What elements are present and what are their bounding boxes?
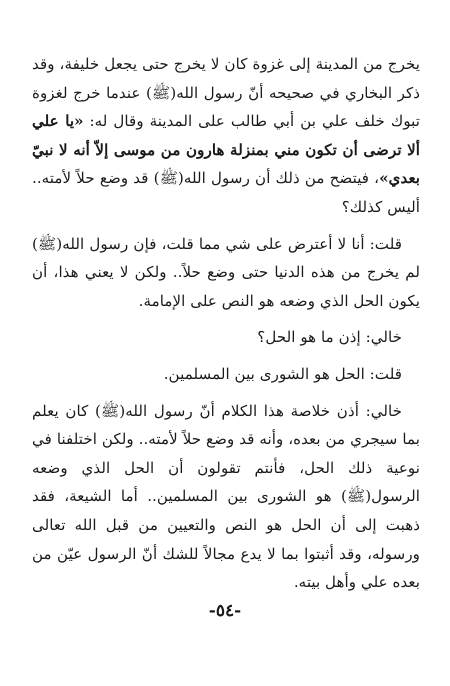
paragraph-2 [32, 230, 420, 316]
paragraph-4-text: قلت: الحل هو الشورى بين المسلمين. [163, 364, 402, 383]
paragraph-1-text-a: يخرج من المدينة إلى غزوة كان لا يخرج حتى يجعل خليفة، وقد ذكر البخاري في صحيحه أنّ رسول الله(ﷺ) عندما خرج لغزوة تبوك خلف علي بن أبي طالب على المدينة وقال له: [32, 55, 420, 131]
paragraph-3 [32, 323, 420, 352]
page-number: -٥٤- [208, 601, 242, 621]
paragraph-5-text: خالي: أذن خلاصة هذا الكلام أنّ رسول الله(ﷺ) كان يعلم بما سيجري من بعده، وأنه قد وضع حلاً لأمته.. ولكن اختلفنا في نوعية ذلك الحل، فأنتم تقولون أن الحل الذي وضعه الرسول(ﷺ) هو الشورى بين المسلمين.. أما الشيعة، فقد ذهبت إلى أن الحل هو النص والتعيين من قبل الله تعالى ورسوله، وقد أثبتوا بما لا يدع مجالاً للشك أنّ الرسول عيّن من بعده علي وأهل بيته. [32, 401, 420, 592]
paragraph-2-text: قلت: أنا لا أعترض على شي مما قلت، فإن رسول الله(ﷺ) لم يخرج من هذه الدنيا حتى وضع حلاً.. ولكن لا يعني هذا، أن يكون الحل الذي وضعه هو النص على الإمامة. [32, 234, 420, 310]
paragraph-1 [32, 50, 420, 222]
hadith-quote: «يا علي ألا ترضى أن تكون مني بمنزلة هارون من موسى إلاّ أنه لا نبيّ بعدي» [32, 112, 420, 188]
paragraph-1-text-b: ، فيتضح من ذلك أن رسول الله(ﷺ) قد وضع حلاً لأمته.. أليس كذلك؟ [32, 169, 420, 216]
paragraph-3-text: خالي: إذن ما هو الحل؟ [257, 328, 402, 347]
paragraph-5 [32, 397, 420, 597]
page-body [32, 50, 420, 597]
paragraph-4 [32, 360, 420, 389]
